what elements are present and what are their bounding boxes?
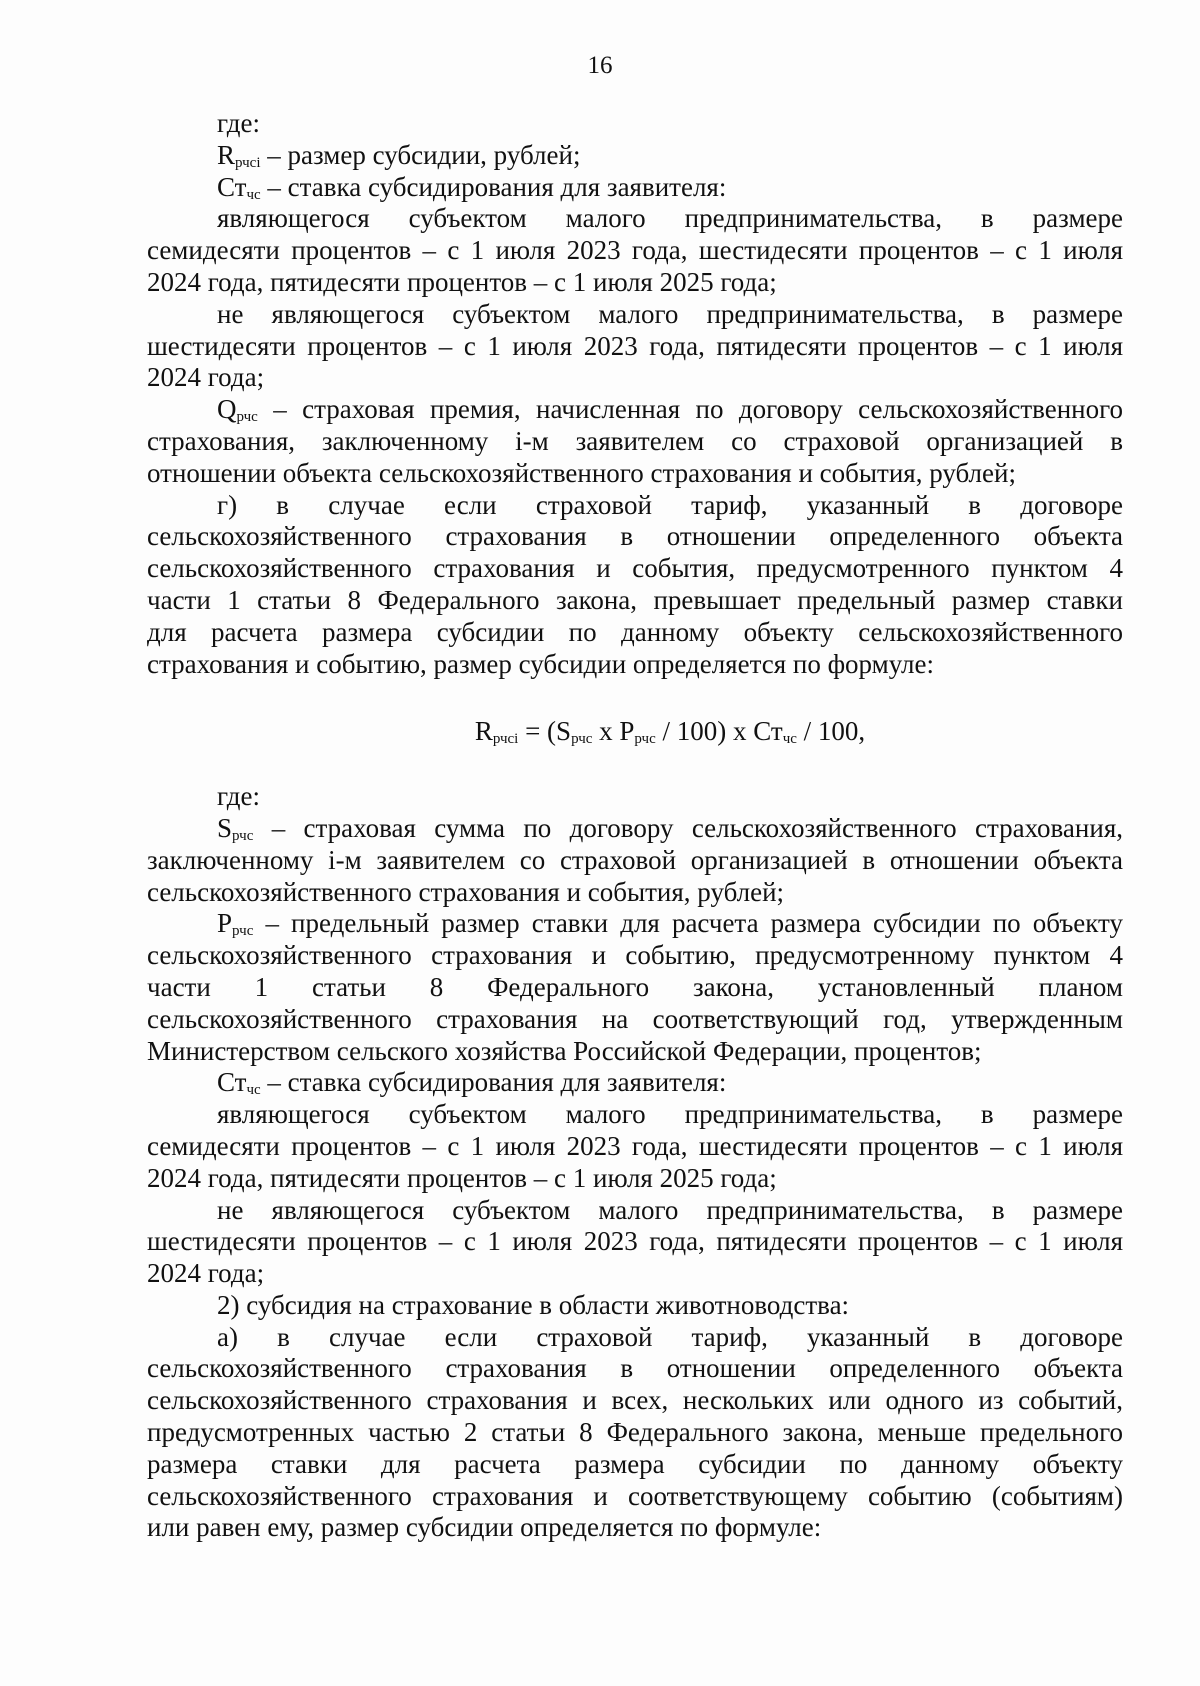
- text-line: страхования, заключенному i-м заявителем со страховой организацией в: [147, 425, 1123, 456]
- formula-part: = (S: [518, 716, 572, 747]
- definition-s-line-3: [147, 877, 1123, 909]
- where-label: [147, 108, 1123, 140]
- symbol-r-subscript: рчсi: [235, 154, 261, 171]
- text-line: – ставка субсидирования для заявителя:: [260, 1067, 727, 1098]
- rate-non-small-business-line-2: [147, 331, 1123, 363]
- formula-part: / 100) x Ст: [655, 716, 783, 747]
- symbol-q: Q: [217, 394, 237, 425]
- definition-s-line-2: [147, 845, 1123, 877]
- text-line: – страховая сумма по договору сельскохозяйственного страхования,: [253, 812, 1123, 843]
- formula-part: x P: [592, 716, 635, 747]
- clause-g-line-4: [147, 585, 1123, 617]
- definition-p-line-1: [147, 908, 1123, 940]
- definition-p-line-3: [147, 972, 1123, 1004]
- formula-part: / 100,: [796, 716, 866, 747]
- symbol-s: S: [217, 812, 233, 843]
- definition-st-2: [147, 1067, 1123, 1099]
- symbol-st: Ст: [217, 1067, 247, 1098]
- text-line: заключенному i-м заявителем со страховой организацией в отношении объекта: [147, 844, 1123, 875]
- text-line: сельскохозяйственного страхования и событию, предусмотренному пунктом 4: [147, 940, 1123, 971]
- rate-small-business-2-line-1: [147, 1099, 1123, 1131]
- rate-small-business-line-2: [147, 235, 1123, 267]
- item-2-a-line-1: [147, 1322, 1123, 1354]
- symbol-s-subscript: рчс: [232, 827, 254, 844]
- symbol-st-subscript: чс: [246, 186, 261, 203]
- rate-small-business-2-line-2: [147, 1131, 1123, 1163]
- rate-non-small-business-2-line-3: [147, 1258, 1123, 1290]
- text-line: размера ставки для расчета размера субсидии по данному объекту: [147, 1448, 1123, 1479]
- rate-non-small-business-2-line-1: [147, 1195, 1123, 1227]
- text-line: сельскохозяйственного страхования и события, рублей;: [147, 876, 785, 907]
- symbol-p-subscript: рчс: [232, 923, 254, 940]
- text-line: – страховая премия, начисленная по договору сельскохозяйственного: [257, 394, 1123, 425]
- definition-s-line-1: [147, 813, 1123, 845]
- definition-q-line-1: [147, 394, 1123, 426]
- rate-small-business-line-1: [147, 203, 1123, 235]
- text-line: шестидесяти процентов – с 1 июля 2023 года, пятидесяти процентов – с 1 июля: [147, 330, 1123, 361]
- text-line: сельскохозяйственного страхования и всех, нескольких или одного из событий,: [147, 1385, 1123, 1416]
- definition-st-text: – ставка субсидирования для заявителя:: [260, 171, 727, 202]
- text-line: сельскохозяйственного страхования на соответствующий год, утвержденным: [147, 1003, 1123, 1034]
- where-label-2: [147, 781, 1123, 813]
- where-text: где:: [217, 781, 260, 812]
- formula-part: R: [474, 716, 493, 747]
- text-line: страхования и событию, размер субсидии определяется по формуле:: [147, 648, 935, 679]
- definition-p-line-2: [147, 940, 1123, 972]
- text-line: сельскохозяйственного страхования в отношении определенного объекта: [147, 1353, 1123, 1384]
- definition-st: [147, 172, 1123, 204]
- text-line: сельскохозяйственного страхования в отношении определенного объекта: [147, 521, 1123, 552]
- definition-r-text: – размер субсидии, рублей;: [260, 139, 581, 170]
- formula-subscript: рчс: [634, 731, 656, 748]
- text-line: сельскохозяйственного страхования и соответствующему событию (событиям): [147, 1480, 1123, 1511]
- definition-p-line-5: [147, 1036, 1123, 1068]
- subsidy-formula: [147, 716, 1123, 748]
- text-line: 2024 года, пятидесяти процентов – с 1 июля 2025 года;: [147, 266, 777, 297]
- definition-r: [147, 140, 1123, 172]
- text-line: отношении объекта сельскохозяйственного страхования и события, рублей;: [147, 457, 1016, 488]
- clause-g-line-1: [147, 490, 1123, 522]
- symbol-q-subscript: рчс: [236, 409, 258, 426]
- symbol-st-subscript: чс: [246, 1082, 261, 1099]
- text-line: являющегося субъектом малого предпринимательства, в размере: [217, 1099, 1123, 1130]
- text-line: а) в случае если страховой тариф, указанный в договоре: [217, 1321, 1123, 1352]
- clause-g-line-5: [147, 617, 1123, 649]
- rate-small-business-2-line-3: [147, 1163, 1123, 1195]
- formula-subscript: рчс: [571, 731, 593, 748]
- clause-g-line-6: [147, 649, 1123, 681]
- document-body: [147, 108, 1123, 1544]
- rate-non-small-business-line-3: [147, 362, 1123, 394]
- item-2-a-line-3: [147, 1385, 1123, 1417]
- formula-subscript: рчсi: [492, 731, 519, 748]
- item-2-title: [147, 1290, 1123, 1322]
- rate-small-business-line-3: [147, 267, 1123, 299]
- text-line: не являющегося субъектом малого предпринимательства, в размере: [217, 298, 1123, 329]
- clause-g-line-3: [147, 553, 1123, 585]
- text-line: для расчета размера субсидии по данному объекту сельскохозяйственного: [147, 616, 1123, 647]
- text-line: шестидесяти процентов – с 1 июля 2023 года, пятидесяти процентов – с 1 июля: [147, 1226, 1123, 1257]
- text-line: предусмотренных частью 2 статьи 8 Федерального закона, меньше предельного: [147, 1417, 1123, 1448]
- text-line: – предельный размер ставки для расчета размера субсидии по объекту: [253, 908, 1123, 939]
- text-line: г) в случае если страховой тариф, указанный в договоре: [217, 489, 1123, 520]
- rate-non-small-business-line-1: [147, 299, 1123, 331]
- clause-g-line-2: [147, 521, 1123, 553]
- text-line: части 1 статьи 8 Федерального закона, установленный планом: [147, 971, 1123, 1002]
- text-line: сельскохозяйственного страхования и события, предусмотренного пунктом 4: [147, 553, 1123, 584]
- where-text: где:: [217, 108, 260, 138]
- rate-non-small-business-2-line-2: [147, 1226, 1123, 1258]
- definition-p-line-4: [147, 1004, 1123, 1036]
- item-2-a-line-6: [147, 1481, 1123, 1513]
- definition-q-line-3: [147, 458, 1123, 490]
- item-2-a-line-4: [147, 1417, 1123, 1449]
- text-line: являющегося субъектом малого предпринимательства, в размере: [217, 203, 1123, 234]
- item-2-a-line-5: [147, 1449, 1123, 1481]
- text-line: не являющегося субъектом малого предпринимательства, в размере: [217, 1194, 1123, 1225]
- text-line: части 1 статьи 8 Федерального закона, превышает предельный размер ставки: [147, 584, 1123, 615]
- text-line: 2024 года, пятидесяти процентов – с 1 июля 2025 года;: [147, 1162, 777, 1193]
- item-2-a-line-7: [147, 1512, 1123, 1544]
- symbol-st: Ст: [217, 171, 247, 202]
- text-line: 2) субсидия на страхование в области животноводства:: [217, 1289, 850, 1320]
- item-2-a-line-2: [147, 1353, 1123, 1385]
- formula-subscript: чс: [782, 731, 797, 748]
- text-line: Министерством сельского хозяйства Российской Федерации, процентов;: [147, 1035, 982, 1066]
- page-number: 16: [587, 52, 613, 79]
- text-line: 2024 года;: [147, 362, 265, 393]
- text-line: или равен ему, размер субсидии определяется по формуле:: [147, 1512, 822, 1543]
- text-line: семидесяти процентов – с 1 июля 2023 года, шестидесяти процентов – с 1 июля: [147, 1130, 1123, 1161]
- definition-q-line-2: [147, 426, 1123, 458]
- symbol-r: R: [217, 139, 236, 170]
- text-line: семидесяти процентов – с 1 июля 2023 года, шестидесяти процентов – с 1 июля: [147, 235, 1123, 266]
- text-line: 2024 года;: [147, 1258, 265, 1289]
- symbol-p: P: [217, 908, 233, 939]
